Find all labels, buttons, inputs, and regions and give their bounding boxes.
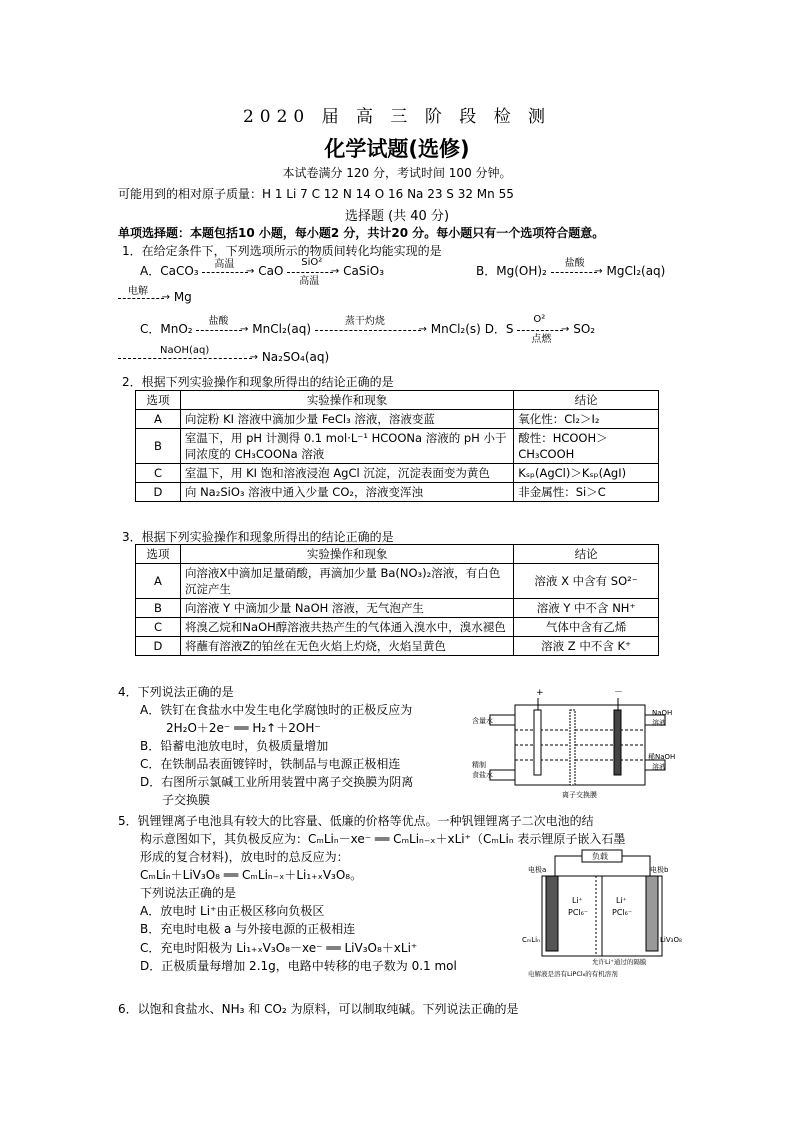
table-cell: B [136,429,181,464]
liv3o8-label: LiV₃O₈ [660,936,682,944]
q1-c-arrow2: 蒸干灼烧 → [315,325,427,335]
q1-a-reactant: A．CaCO₃ [140,264,199,278]
q5-para-5: 下列说法正确的是 [140,886,237,900]
arrow-label: 高温 [214,258,235,270]
separator-note: 允许Li⁺通过的隔膜 [592,958,647,966]
table-cell: 溶液 X 中含有 SO²⁻ [514,564,659,599]
table-cell: 溶液 Z 中不含 K⁺ [514,637,659,656]
table-cell: C [136,618,181,637]
q1-option-b [476,257,666,279]
arrow-label: SiO² [301,256,323,268]
table-row [136,429,659,464]
q1-a-mid: CaO [258,264,284,278]
table-header-row [136,391,659,410]
q4-option-a: A．铁钉在食盐水中发生电化学腐蚀时的正极反应为 [140,703,413,717]
q1-c-reactant: C．MnO₂ [140,322,193,336]
q1-stem: 1．在给定条件下，下列选项所示的物质间转化均能实现的是 [122,244,442,258]
table-cell: D [136,483,181,502]
right-label-2: 溶液 [652,719,666,727]
table-cell: 气体中含有乙烯 [514,618,659,637]
q1-a-arrow2: SiO² → 高温 [287,267,339,277]
cmlin-label: CₘLiₙ [522,936,540,944]
arrow-label: 盐酸 [564,257,585,269]
electrolyte-note: 电解液是溶有LiPCl₆的有机溶剂 [528,970,618,978]
ion-exchange-membrane [570,710,575,785]
q1-b-reactant: B．Mg(OH)₂ [476,264,547,278]
q1-c-product: MnCl₂(s) [430,322,481,336]
q3-stem: 3．根据下列实验操作和现象所得出的结论正确的是 [122,530,394,544]
table-header: 结论 [514,545,659,564]
q5-para-3: 形成的复合材料)，放电时的总反应为： [140,850,349,864]
left-label-3: 食盐水 [472,771,493,779]
table-cell: 向淀粉 KI 溶液中滴加少量 FeCl₃ 溶液，溶液变蓝 [180,410,513,429]
q1-d-mid: SO₂ [573,322,596,336]
anode [534,710,541,775]
q5-option-c: C．充电时阳极为 Li₁₊ₓV₃O₈－xe⁻ ══ LiV₃O₈＋xLi⁺ [140,941,418,955]
q1-option-a [140,256,385,287]
q1-option-b-cont [118,285,192,304]
exam-info: 本试卷满分 120 分，考试时间 100 分钟。 [282,166,512,180]
right-label-4: 溶液 [652,763,666,771]
table-cell: 酸性：HCOOH＞CH₃COOH [514,429,659,464]
table-row [136,599,659,618]
table-cell: B [136,599,181,618]
q1-d-product: Na₂SO₄(aq) [261,350,330,364]
arrow-label: 电解 [128,285,148,297]
section-title: 选择题 (共 40 分) [344,209,450,224]
q4-option-b: B．铅蓄电池放电时，负极质量增加 [140,739,329,753]
q5-para-2: 构示意图如下，其负极反应为：CₘLiₙ－xe⁻ ══ CₘLiₙ₋ₓ＋xLi⁺（CₘLiₙ 表示锂原子嵌入石墨 [140,832,626,846]
load-label: 负载 [592,852,608,861]
q1-option-d-cont [118,344,330,364]
q5-option-a: A．放电时 Li⁺由正极区移向负极区 [140,904,325,918]
li-ion-left: Li⁺ [572,896,583,905]
table-cell: 将溴乙烷和NaOH醇溶液共热产生的气体通入溴水中，溴水褪色 [180,618,513,637]
table-header: 选项 [136,391,181,410]
q4-option-a-equation: 2H₂O＋2e⁻ ══ H₂↑＋2OH⁻ [166,721,321,735]
table-cell: C [136,464,181,483]
electrode-b-label: 电极b [650,866,669,874]
left-pipes [490,715,515,780]
section-instructions: 单项选择题：本题包括10 小题，每小题2 分，共计20 分。每小题只有一个选项符合题意。 [118,226,605,240]
arrow-label: 高温 [299,275,320,287]
table-row [136,618,659,637]
q1-option-c [140,313,596,345]
pcl6-right: PCl₆⁻ [612,908,633,917]
arrow-label: NaOH(aq) [160,344,210,356]
table-cell: D [136,637,181,656]
q5-para-4: CₘLiₙ＋LiV₃O₈ ══ CₘLiₙ₋ₓ＋Li₁₊ₓV₃O₈。 [140,868,363,882]
q1-b-arrow1: 盐酸 → [551,267,603,277]
li-ion-right: Li⁺ [616,896,627,905]
exam-title: 2020 届 高 三 阶 段 检 测 [242,107,552,127]
table-header-row [136,545,659,564]
q1-a-product: CaSiO₃ [343,264,385,278]
table-row [136,637,659,656]
q1-b-mid: MgCl₂(aq) [606,264,666,278]
q1-c-mid: MnCl₂(aq) [252,322,312,336]
chlor-alkali-diagram [470,685,685,810]
table-cell: 向 Na₂SiO₃ 溶液中通入少量 CO₂，溶液变浑浊 [180,483,513,502]
left-label-1: 含量水 [472,717,493,725]
q1-a-arrow1: 高温 → [202,267,254,277]
q5-option-d: D．正极质量每增加 2.1g，电路中转移的电子数为 0.1 mol [140,959,457,973]
cathode [614,710,621,775]
table-cell: 室温下，用 pH 计测得 0.1 mol·L⁻¹ HCOONa 溶液的 pH 小于同浓度的 CH₃COONa 溶液 [180,429,513,464]
table-cell: Kₛₚ(AgCl)＞Kₛₚ(AgI) [514,464,659,483]
q1-b-arrow2: 电解 → [118,293,170,303]
table-row [136,483,659,502]
q1-d-reactant: D．S [484,322,514,336]
arrow-label: 蒸干灼烧 [344,315,385,327]
right-label-1: NaOH [652,709,673,717]
table-cell: 非金属性：Si＞C [514,483,659,502]
left-label-2: 精制 [472,761,486,769]
q4-stem: 4．下列说法正确的是 [118,685,234,699]
pcl6-left: PCl₆⁻ [568,908,589,917]
q1-d-arrow2: NaOH(aq) → [118,353,258,363]
electrode-a [546,876,558,951]
minus-label: － [614,688,624,698]
arrow-label: 盐酸 [208,315,229,327]
q2-table [135,390,659,502]
table-header: 选项 [136,545,181,564]
q1-d-arrow1: O² → 点燃 [517,325,569,335]
table-header: 实验操作和现象 [180,545,513,564]
q1-c-arrow1: 盐酸 → [196,325,248,335]
table-cell: 溶液 Y 中不含 NH⁺ [514,599,659,618]
electrode-b [646,876,658,951]
q4-option-d: D．右图所示氯碱工业所用装置中离子交换膜为阴离 [140,775,414,789]
table-cell: 室温下，用 KI 饱和溶液浸泡 AgCl 沉淀，沉淀表面变为黄色 [180,464,513,483]
subject-title: 化学试题(选修) [324,137,470,161]
table-cell: 向溶液 Y 中滴加少量 NaOH 溶液，无气泡产生 [180,599,513,618]
q4-option-c: C．在铁制品表面镀锌时，铁制品与电源正极相连 [140,757,401,771]
q6-stem: 6．以饱和食盐水、NH₃ 和 CO₂ 为原料，可以制取纯碱。下列说法正确的是 [118,1002,519,1016]
arrow-label: O² [533,313,546,325]
plus-label: + [536,688,544,698]
table-cell: A [136,410,181,429]
arrow-label: 点燃 [531,333,552,345]
table-row [136,410,659,429]
q5-option-b: B．充电时电极 a 与外接电源的正极相连 [140,922,356,936]
table-cell: A [136,564,181,599]
table-row [136,564,659,599]
table-cell: 将蘸有溶液Z的铂丝在无色火焰上灼烧，火焰呈黄色 [180,637,513,656]
battery-diagram [520,848,690,983]
atomic-masses: 可能用到的相对原子质量：H 1 Li 7 C 12 N 14 O 16 Na 23 S 32 Mn 55 [118,187,514,201]
q3-table [135,544,659,656]
q1-b-product: Mg [173,290,192,304]
right-label-3: 稀NaOH [648,753,676,761]
electrode-a-label: 电极a [528,866,547,874]
table-cell: 向溶液X中滴加足量硝酸，再滴加少量 Ba(NO₃)₂溶液，有白色沉淀产生 [180,564,513,599]
q4-option-d-cont: 子交换膜 [162,793,211,807]
table-cell: 氧化性：Cl₂＞I₂ [514,410,659,429]
q2-stem: 2．根据下列实验操作和现象所得出的结论正确的是 [122,375,394,389]
table-header: 实验操作和现象 [180,391,513,410]
table-row [136,464,659,483]
q5-para-1: 5．钒锂锂离子电池具有较大的比容量、低廉的价格等优点。一种钒锂锂离子二次电池的结 [118,814,594,828]
membrane-label: 离子交换膜 [562,791,597,799]
table-header: 结论 [514,391,659,410]
